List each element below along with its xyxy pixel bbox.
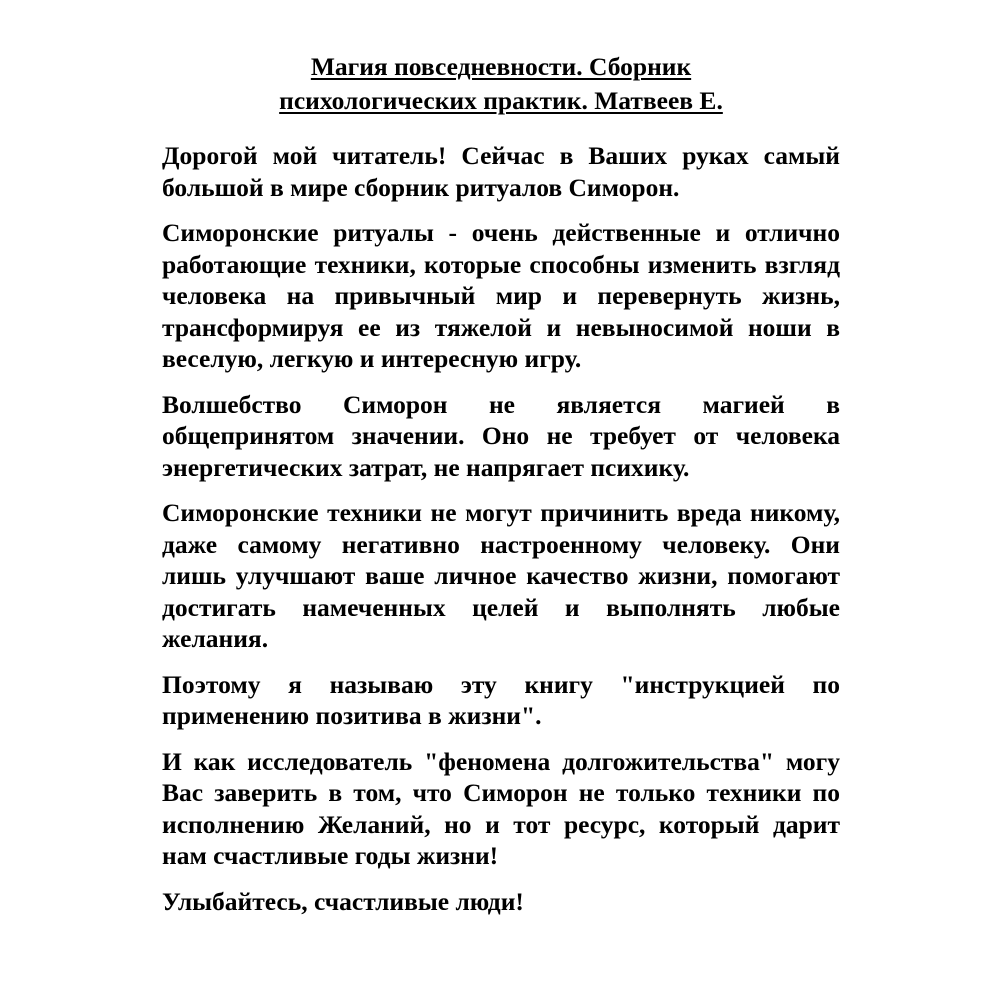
paragraph-instruction: Поэтому я называю эту книгу "инструкцией по применению позитива в жизни". <box>162 669 840 730</box>
paragraph-greeting: Дорогой мой читатель! Сейчас в Ваших руках самый большой в мире сборник ритуалов Симорон. <box>162 141 840 202</box>
title-line-1: Магия повседневности. Сборник <box>310 52 692 81</box>
title-line-2: психологических практик. Матвеев Е. <box>279 86 723 115</box>
document-title <box>162 44 840 118</box>
paragraph-techniques: Симоронские техники не могут причинить вреда никому, даже самому негативно настроенному человеку. Они лишь улучшают ваше личное качество жизни, помогают достигать намеченных целей и выполнять любые желания. <box>162 498 840 653</box>
paragraph-magic: Волшебство Симорон не является магией в общепринятом значении. Оно не требует от человека энергетических затрат, не напрягает психику. <box>162 389 840 482</box>
document-page <box>162 44 840 931</box>
paragraph-rituals: Симоронские ритуалы - очень действенные и отлично работающие техники, которые способны изменить взгляд человека на привычный мир и перевернуть жизнь, трансформируя ее из тяжелой и невыносимой ноши в веселую, легкую и интересную игру. <box>162 218 840 373</box>
paragraph-closing: Улыбайтесь, счастливые люди! <box>162 886 524 916</box>
paragraph-longevity: И как исследователь "феномена долгожительства" могу Вас заверить в том, что Симорон не только техники по исполнению Желаний, но и тот ресурс, который дарит нам счастливые годы жизни! <box>162 746 840 870</box>
